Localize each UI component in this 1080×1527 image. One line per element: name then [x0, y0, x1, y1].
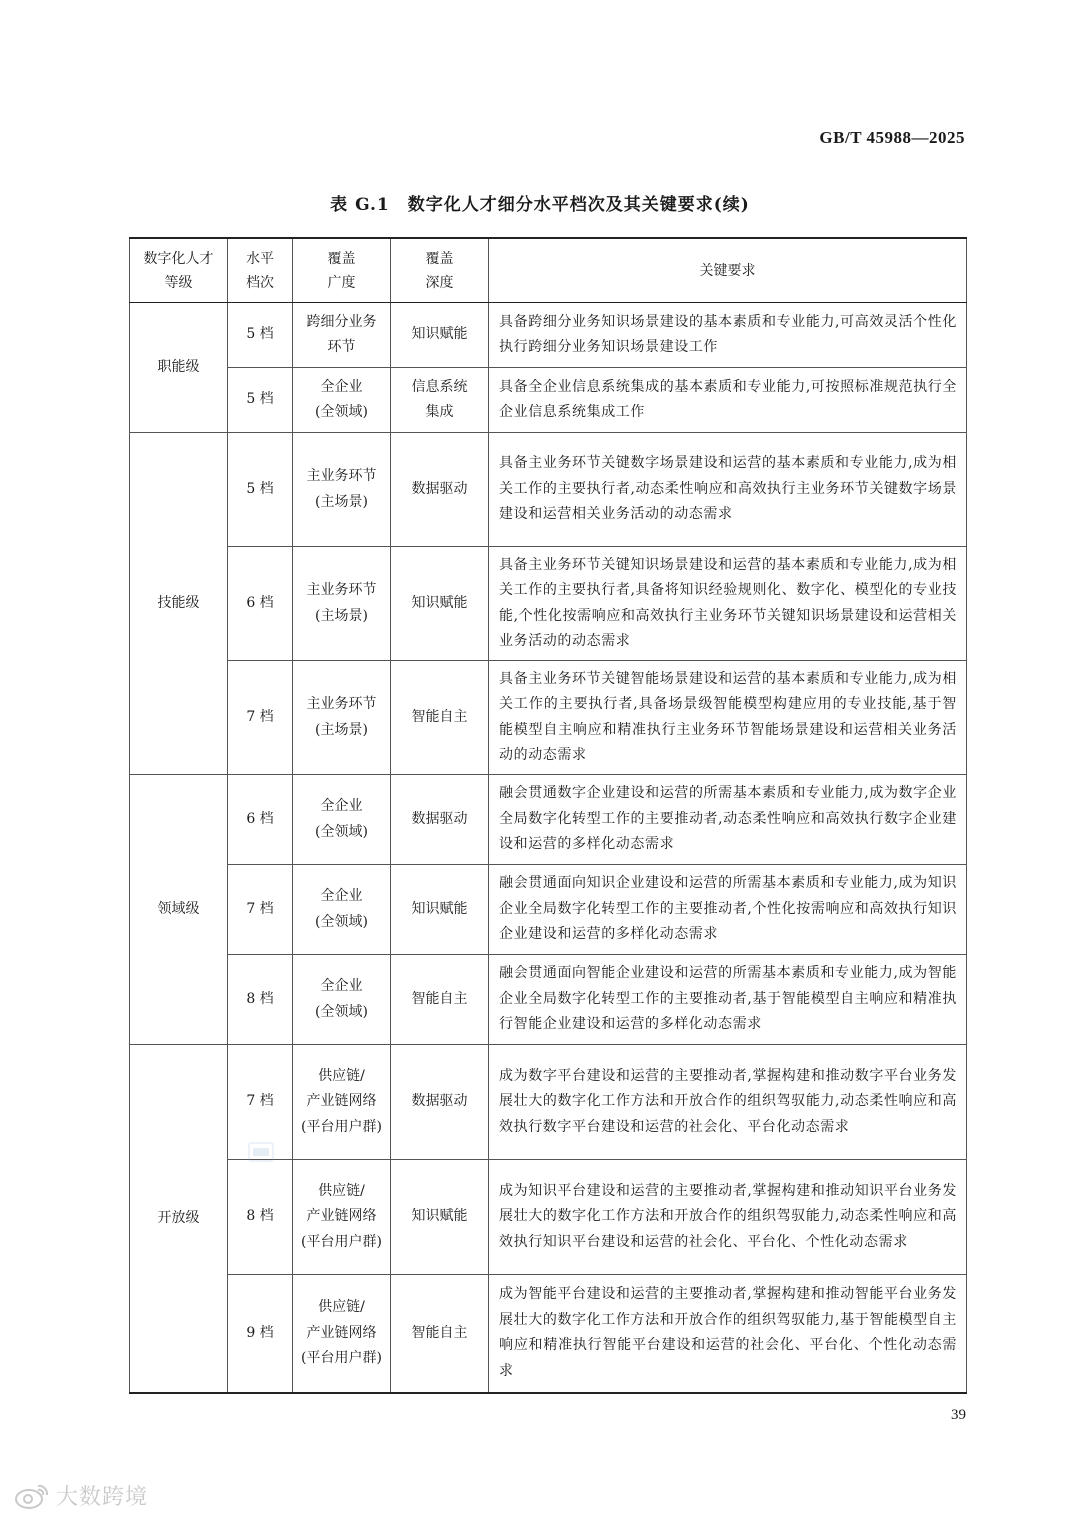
col-header-depth: 覆盖 深度 — [391, 238, 489, 303]
level-cell: 开放级 — [130, 1045, 228, 1393]
depth-cell: 智能自主 — [391, 955, 489, 1045]
col-header-breadth: 覆盖 广度 — [293, 238, 391, 303]
tier-cell: 5 档 — [228, 433, 293, 547]
depth-cell: 知识赋能 — [391, 547, 489, 661]
faint-watermark-icon — [248, 1142, 274, 1162]
table-row — [130, 1160, 967, 1275]
watermark-text: 大数跨境 — [56, 1485, 149, 1510]
level-cell: 职能级 — [130, 303, 228, 433]
table-header-row — [130, 238, 967, 303]
level-cell: 技能级 — [130, 433, 228, 775]
requirement-cell: 具备全企业信息系统集成的基本素质和专业能力,可按照标准规范执行全企业信息系统集成工作 — [489, 368, 967, 433]
breadth-cell: 全企业 (全领域) — [293, 775, 391, 865]
weibo-logo-icon — [14, 1482, 50, 1510]
depth-cell: 智能自主 — [391, 1275, 489, 1393]
tier-cell: 6 档 — [228, 547, 293, 661]
depth-cell: 数据驱动 — [391, 433, 489, 547]
requirement-cell: 成为数字平台建设和运营的主要推动者,掌握构建和推动数字平台业务发展壮大的数字化工作方法和开放合作的组织驾驭能力,动态柔性响应和高效执行数字平台建设和运营的社会化、平台化动态需求 — [489, 1045, 967, 1160]
level-cell: 领域级 — [130, 775, 228, 1045]
tier-cell: 7 档 — [228, 865, 293, 955]
depth-cell: 数据驱动 — [391, 775, 489, 865]
table-row — [130, 775, 967, 865]
table-row — [130, 433, 967, 547]
tier-cell: 9 档 — [228, 1275, 293, 1393]
requirement-cell: 融会贯通面向知识企业建设和运营的所需基本素质和专业能力,成为知识企业全局数字化转型工作的主要推动者,个性化按需响应和高效执行知识企业建设和运营的多样化动态需求 — [489, 865, 967, 955]
page-number: 39 — [951, 1407, 966, 1423]
breadth-cell: 主业务环节 (主场景) — [293, 433, 391, 547]
table-row — [130, 547, 967, 661]
requirement-cell: 具备主业务环节关键智能场景建设和运营的基本素质和专业能力,成为相关工作的主要执行者,具备场景级智能模型构建应用的专业技能,基于智能模型自主响应和精准执行主业务环节智能场景建设和运营相关业务活动的动态需求 — [489, 661, 967, 775]
depth-cell: 智能自主 — [391, 661, 489, 775]
table-row — [130, 661, 967, 775]
depth-cell: 知识赋能 — [391, 865, 489, 955]
table-row — [130, 1275, 967, 1393]
breadth-cell: 全企业 (全领域) — [293, 955, 391, 1045]
table-row — [130, 368, 967, 433]
tier-cell: 7 档 — [228, 1045, 293, 1160]
table-row — [130, 865, 967, 955]
watermark-logo — [14, 1480, 148, 1511]
requirement-cell: 具备跨细分业务知识场景建设的基本素质和专业能力,可高效灵活个性化执行跨细分业务知识场景建设工作 — [489, 303, 967, 368]
tier-cell: 6 档 — [228, 775, 293, 865]
breadth-cell: 跨细分业务 环节 — [293, 303, 391, 368]
standard-code: GB/T 45988—2025 — [819, 128, 965, 147]
requirement-cell: 融会贯通面向智能企业建设和运营的所需基本素质和专业能力,成为智能企业全局数字化转型工作的主要推动者,基于智能模型自主响应和精准执行智能企业建设和运营的多样化动态需求 — [489, 955, 967, 1045]
table-title — [0, 190, 1080, 215]
breadth-cell: 供应链/ 产业链网络 (平台用户群) — [293, 1160, 391, 1275]
col-header-tier: 水平 档次 — [228, 238, 293, 303]
depth-cell: 知识赋能 — [391, 1160, 489, 1275]
breadth-cell: 主业务环节 (主场景) — [293, 547, 391, 661]
col-header-level: 数字化人才 等级 — [130, 238, 228, 303]
tier-cell: 8 档 — [228, 955, 293, 1045]
tier-cell: 7 档 — [228, 661, 293, 775]
table-row — [130, 303, 967, 368]
requirement-cell: 具备主业务环节关键知识场景建设和运营的基本素质和专业能力,成为相关工作的主要执行者,具备将知识经验规则化、数字化、模型化的专业技能,个性化按需响应和高效执行主业务环节关键知识场景建设和运营相关业务活动的动态需求 — [489, 547, 967, 661]
depth-cell: 信息系统 集成 — [391, 368, 489, 433]
col-header-requirement: 关键要求 — [489, 238, 967, 303]
tier-cell: 5 档 — [228, 303, 293, 368]
depth-cell: 数据驱动 — [391, 1045, 489, 1160]
requirements-table — [129, 237, 967, 1394]
breadth-cell: 全企业 (全领域) — [293, 368, 391, 433]
requirement-cell: 具备主业务环节关键数字场景建设和运营的基本素质和专业能力,成为相关工作的主要执行者,动态柔性响应和高效执行主业务环节关键数字场景建设和运营相关业务活动的动态需求 — [489, 433, 967, 547]
requirement-cell: 成为知识平台建设和运营的主要推动者,掌握构建和推动知识平台业务发展壮大的数字化工作方法和开放合作的组织驾驭能力,动态柔性响应和高效执行知识平台建设和运营的社会化、平台化、个性化动态需求 — [489, 1160, 967, 1275]
table-number: 表 G.1 — [330, 195, 390, 215]
tier-cell: 5 档 — [228, 368, 293, 433]
breadth-cell: 供应链/ 产业链网络 (平台用户群) — [293, 1275, 391, 1393]
table-caption: 数字化人才细分水平档次及其关键要求(续) — [407, 195, 750, 215]
tier-cell: 8 档 — [228, 1160, 293, 1275]
depth-cell: 知识赋能 — [391, 303, 489, 368]
table-row — [130, 955, 967, 1045]
requirement-cell: 成为智能平台建设和运营的主要推动者,掌握构建和推动智能平台业务发展壮大的数字化工作方法和开放合作的组织驾驭能力,基于智能模型自主响应和精准执行智能平台建设和运营的社会化、平台化、个性化动态需求 — [489, 1275, 967, 1393]
breadth-cell: 供应链/ 产业链网络 (平台用户群) — [293, 1045, 391, 1160]
requirement-cell: 融会贯通数字企业建设和运营的所需基本素质和专业能力,成为数字企业全局数字化转型工作的主要推动者,动态柔性响应和高效执行数字企业建设和运营的多样化动态需求 — [489, 775, 967, 865]
breadth-cell: 全企业 (全领域) — [293, 865, 391, 955]
breadth-cell: 主业务环节 (主场景) — [293, 661, 391, 775]
